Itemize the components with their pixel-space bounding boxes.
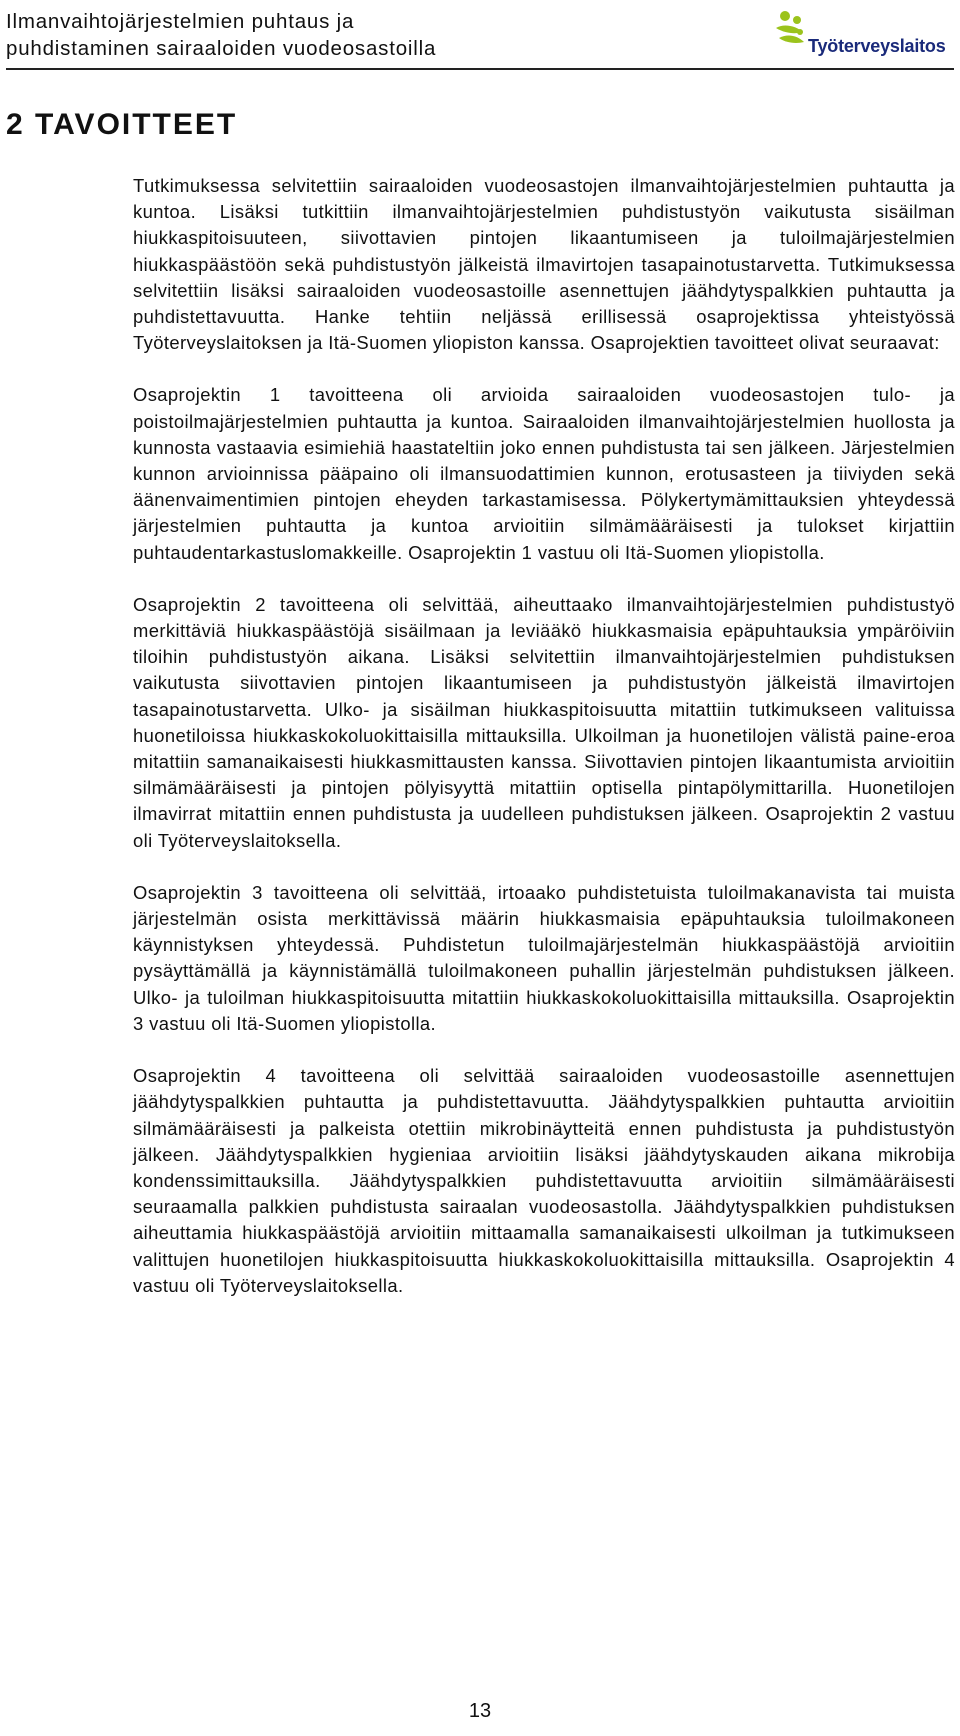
logo-wordmark: Työterveyslaitos — [808, 36, 946, 56]
body-text — [133, 173, 955, 1325]
paragraph-intro: Tutkimuksessa selvitettiin sairaaloiden vuodeosastojen ilmanvaihtojärjestelmien puhtautta ja kuntoa. Lisäksi tutkittiin ilmanvaihtojärjestelmien puhdistustyön vaikutusta sisäilman hiukkaspitoisuuteen, siivottavien pintojen likaantumiseen ja tuloilmajärjestelmien hiukkaspäästöön sekä puhdistustyön jälkeistä ilmavirtojen tasapainotustarvetta. Tutkimuksessa selvitettiin lisäksi sairaaloiden vuodeosastoille asennettujen jäähdytyspalkkien puhtautta ja puhdistettavuutta. Hanke tehtiin neljässä erillisessä osaprojektissa yhteistyössä Työterveyslaitoksen ja Itä-Suomen yliopiston kanssa. Osaprojektien tavoitteet olivat seuraavat: — [133, 175, 955, 354]
page-number: 13 — [468, 1700, 492, 1722]
logo-mark-icon — [770, 8, 810, 60]
paragraph-subproject-3: Osaprojektin 3 tavoitteena oli selvittää, irtoaako puhdistetuista tuloilmakanavista tai muista järjestelmän osista merkittävissä määrin hiukkasmaisia epäpuhtauksia tuloilmakoneen käynnistyksen yhteydessä. Puhdistetun tuloilmajärjestelmän hiukkaspäästöjä arvioitiin pysäyttämällä ja käynnistämällä tuloilmakoneen puhallin järjestelmän puhdistuksen jälkeen. Ulko- ja tuloilman hiukkaspitoisuutta mitattiin hiukkaskokoluokittaisilla mittauksilla. Osaprojektin 3 vastuu oli Itä-Suomen yliopistolla. — [133, 881, 955, 1034]
paragraph-subproject-1: Osaprojektin 1 tavoitteena oli arvioida sairaaloiden vuodeosastojen tulo- ja poistoilmajärjestelmien puhtautta ja kuntoa. Sairaaloiden ilmanvaihtojärjestelmien huollosta ja kunnosta vastaavia esimiehiä haastateltiin joko ennen puhdistusta tai sen jälkeen. Järjestelmien kunnon arvioinnissa pääpaino oli ilmansuodattimien kunnon, erotusasteen ja tiiviyden sekä äänenvaimentimien pintojen eheyden tarkastamisessa. Pölykertymämittauksien yhteydessä järjestelmien puhtautta ja kuntoa arvioitiin silmämääräisesti ja tulokset kirjattiin puhtaudentarkastuslomakkeille. Osaprojektin 1 vastuu oli Itä-Suomen yliopistolla. — [133, 384, 955, 563]
paragraph-subproject-4: Osaprojektin 4 tavoitteena oli selvittää sairaaloiden vuodeosastoille asennettujen jäähdytyspalkkien puhtautta ja puhdistettavuutta. Jäähdytyspalkkien puhtautta arvioitiin silmämääräisesti ja palkeista otettiin mikrobinäytteitä ennen puhdistusta ja puhdistustyön jälkeen. Jäähdytyspalkkien hygieniaa arvioitiin lisäksi jäähdytyskauden aikana mikrobija kondenssimittauksilla. Jäähdytyspalkkien puhdistettavuutta arvioitiin silmämääräisesti seuraamalla palkkien puhdistusta sairaalan vuodeosastolla. Jäähdytyspalkkien puhdistuksen aiheuttamia hiukkaspäästöjä arvioitiin mittaamalla samanaikaisesti ulkoilman ja tutkimukseen valittujen huonetilojen hiukkaspitoisuutta hiukkaskokoluokittaisilla mittauksilla. Osaprojektin 4 vastuu oli Työterveyslaitoksella. — [133, 1065, 955, 1296]
section-title: 2 TAVOITTEET — [6, 108, 238, 141]
tyoterveyslaitos-logo — [770, 8, 946, 64]
page-header — [6, 8, 954, 64]
running-title-line-2: puhdistaminen sairaaloiden vuodeosastoilla — [6, 37, 437, 60]
header-divider — [6, 68, 954, 70]
paragraph-subproject-2: Osaprojektin 2 tavoitteena oli selvittää, aiheuttaako ilmanvaihtojärjestelmien puhdistustyö merkittäviä hiukkaspäästöjä sisäilmaan ja leviääkö hiukkasmaisia epäpuhtauksia ympäröiviin tiloihin puhdistustyön aikana. Lisäksi selvitettiin ilmanvaihtojärjestelmien puhdistuksen vaikutusta siivottavien pintojen likaantumiseen ja puhdistustyön jälkeistä ilmavirtojen tasapainotustarvetta. Ulko- ja sisäilman hiukkaspitoisuutta mitattiin tutkimukseen valituissa huonetiloissa hiukkaskokoluokittaisilla mittauksilla. Ulkoilman ja huonetilojen välistä paine-eroa mitattiin samanaikaisesti hiukkasmittausten kanssa. Siivottavien pintojen likaantumista arvioitiin silmämääräisesti ja pintojen pölyisyyttä mitattiin optisella pintapölymittarilla. Huonetilojen ilmavirrat mitattiin ennen puhdistusta ja uudelleen puhdistuksen jälkeen. Osaprojektin 2 vastuu oli Työterveyslaitoksella. — [133, 593, 955, 851]
running-title-line-1: Ilmanvaihtojärjestelmien puhtaus ja — [6, 10, 355, 33]
document-running-title — [6, 8, 436, 62]
